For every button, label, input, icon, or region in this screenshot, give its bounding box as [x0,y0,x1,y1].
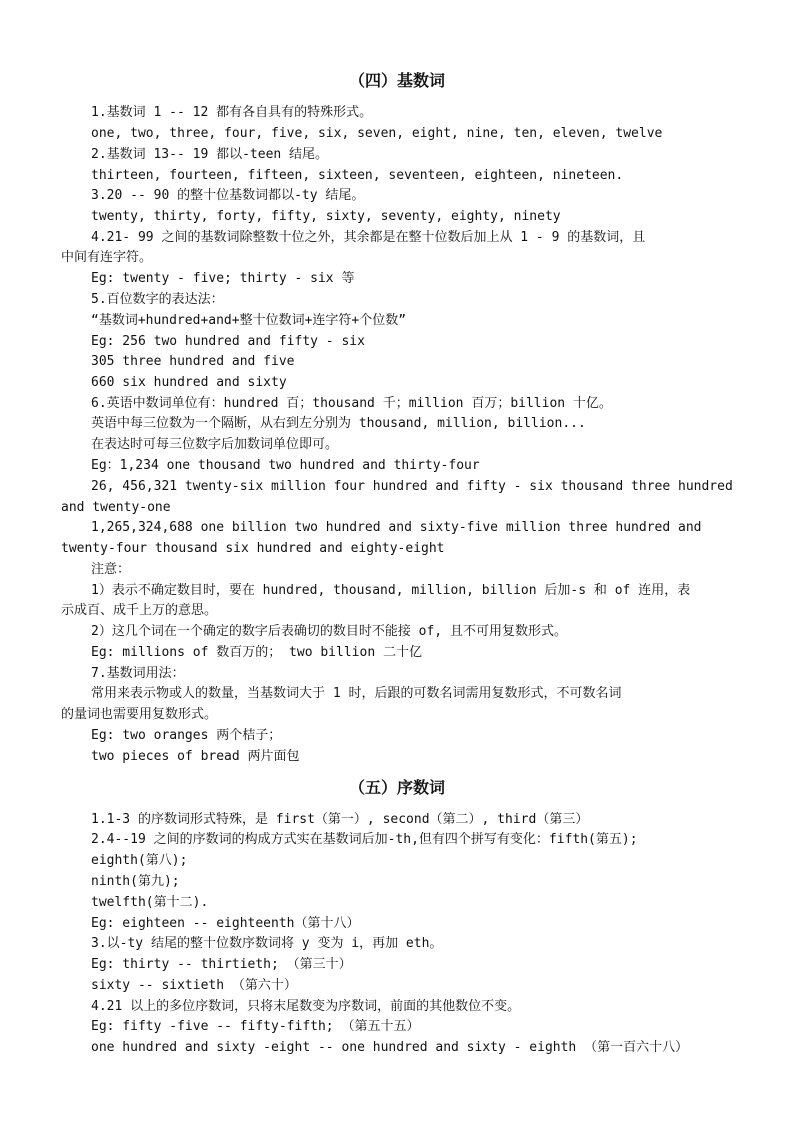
text-line: 的量词也需要用复数形式。 [61,707,218,722]
text-line: 示成百、成千上万的意思。 [61,603,218,618]
text-line: 2）这几个词在一个确定的数字后表确切的数目时不能接 of, 且不可用复数形式。 [91,624,567,639]
text-line: thirteen, fourteen, fifteen, sixteen, seventeen, eighteen, nineteen. [91,168,624,183]
text-line: 4.21- 99 之间的基数词除整数十位之外，其余都是在整十位数后加上从 1 - 9 的基数词，且 [91,230,646,245]
text-line: Eg: millions of 数百万的； two billion 二十亿 [91,645,422,660]
text-line: 1,265,324,688 one billion two hundred and sixty-five million three hundred and [91,520,702,535]
text-line: Eg: two oranges 两个桔子； [91,728,282,743]
text-line: Eg: fifty -five -- fifty-fifth; （第五十五） [91,1019,420,1034]
text-line: “基数词+hundred+and+整十位数词+连字符+个位数” [91,313,407,328]
text-line: 26, 456,321 twenty-six million four hundred and fifty - six thousand three hundred [91,479,733,494]
text-line: eighth(第八); [91,853,188,868]
text-line: 660 six hundred and sixty [91,375,287,390]
text-line: and twenty-one [61,500,171,515]
text-line: twenty-four thousand six hundred and eighty-eight [61,541,445,556]
text-line: 注意： [91,562,131,577]
text-line: Eg：1,234 one thousand two hundred and thirty-four [91,458,480,473]
text-line: Eg: twenty - five; thirty - six 等 [91,271,355,286]
text-line: 3.20 -- 90 的整十位基数词都以-ty 结尾。 [91,188,365,203]
text-line: 4.21 以上的多位序数词，只将末尾数变为序数词，前面的其他数位不变。 [91,999,521,1014]
text-line: 305 three hundred and five [91,354,295,369]
text-line: Eg: thirty -- thirtieth; （第三十） [91,957,352,972]
text-line: 2.4--19 之间的序数词的构成方式实在基数词后加-th,但有四个拼写有变化：fifth(第五); [91,832,638,847]
section-heading-cardinal-numbers: （四）基数词 [348,71,445,90]
text-line: Eg: eighteen -- eighteenth（第十八） [91,916,360,931]
text-line: 中间有连字符。 [61,250,153,265]
text-line: twelfth(第十二). [91,895,209,910]
text-line: 在表达时可每三位数字后加数词单位即可。 [91,437,339,452]
text-line: 7.基数词用法： [91,666,185,681]
section-heading-ordinal-numbers: （五）序数词 [348,778,445,797]
text-line: one hundred and sixty -eight -- one hundred and sixty - eighth （第一百六十八） [91,1040,689,1055]
text-line: 2.基数词 13-- 19 都以-teen 结尾。 [91,147,329,162]
text-line: 英语中每三位数为一个隔断，从右到左分别为 thousand, million, billion... [91,416,586,431]
text-line: 1.1-3 的序数词形式特殊，是 first（第一）, second（第二）, third（第三） [91,812,589,827]
text-line: 1.基数词 1 -- 12 都有各自具有的特殊形式。 [91,105,373,120]
text-line: 常用来表示物或人的数量，当基数词大于 1 时，后跟的可数名词需用复数形式，不可数名词 [91,686,622,701]
text-line: 6.英语中数词单位有：hundred 百；thousand 千；million 百万；billion 十亿。 [91,396,612,411]
text-line: two pieces of bread 两片面包 [91,749,300,764]
text-line: Eg: 256 two hundred and fifty - six [91,334,365,349]
text-line: 3.以-ty 结尾的整十位数序数词将 y 变为 i，再加 eth。 [91,936,443,951]
text-line: ninth(第九); [91,874,180,889]
text-line: 1）表示不确定数目时，要在 hundred, thousand, million, billion 后加-s 和 of 连用，表 [91,583,691,598]
text-line: sixty -- sixtieth （第六十） [91,978,297,993]
text-line: one, two, three, four, five, six, seven, eight, nine, ten, eleven, twelve [91,126,663,141]
text-line: twenty, thirty, forty, fifty, sixty, seventy, eighty, ninety [91,209,561,224]
text-line: 5.百位数字的表达法： [91,292,224,307]
